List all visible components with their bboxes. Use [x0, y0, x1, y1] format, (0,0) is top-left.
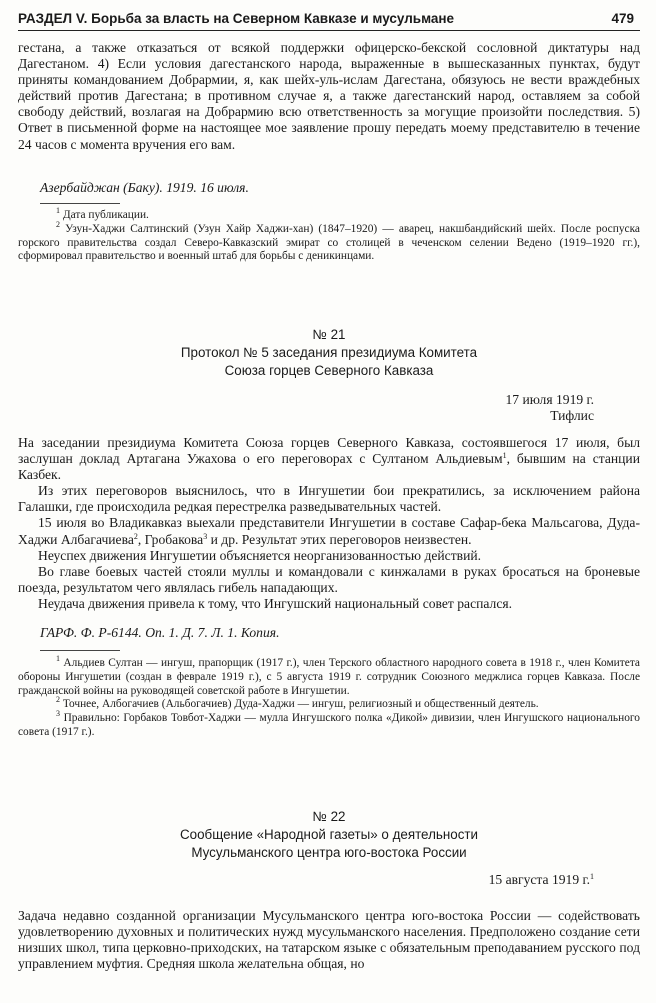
paragraph-text: , бывшим на станции Казбек.: [18, 451, 640, 483]
footnote-ref: 1: [502, 451, 507, 461]
paragraph: Из этих переговоров выяснилось, что в Ингушетии бои прекратились, за исключением района Галашки, где происходила редкая перестрелка разведывательных частей.: [18, 483, 640, 515]
footnote: [18, 654, 640, 698]
paragraph: [18, 435, 640, 483]
doc22-number: № 22: [312, 809, 346, 824]
doc22-heading: [18, 808, 640, 862]
section-title: РАЗДЕЛ V. Борьба за власть на Северном Кавказе и мусульмане: [18, 11, 455, 26]
footnote-mark: 2: [56, 695, 60, 705]
doc22-date-block: [489, 872, 594, 888]
footnote-ref: 2: [133, 531, 138, 541]
paragraph: гестана, а также отказаться от всякой поддержки офицерско-бекской сословной диктатуры над Дагестаном. 4) Если условия дагестанского народа, выраженные в вышесказанных пунктах, будут приняты командованием Добрармии, я, как шейх-уль-ислам Дагестана, обязуюсь не вести враждебных действий против Дагестана; в противном случае я, а также дагестанский народ, оставляем за собой свободу действий, возлагая на Добрармию всю ответственность за могущие произойти последствия. 5) Ответ в письменной форме на настоящее мое заявление прошу передать моему представителю в течение 24 часов с момента вручения его вам.: [18, 40, 640, 152]
page-number: 479: [611, 11, 634, 26]
doc21-body: [18, 435, 640, 612]
doc22-body: [18, 908, 640, 972]
doc21-heading: [18, 326, 640, 380]
footnote: [18, 709, 640, 740]
footnote-mark: 3: [56, 709, 60, 719]
paragraph-text: и др. Результат этих переговоров неизвестен.: [207, 531, 472, 547]
footnote-text: Точнее, Албогачиев (Альбогачиев) Дуда-Хаджи — ингуш, религиозный и общественный деятель.: [62, 698, 539, 711]
doc21-date: 17 июля 1919 г.: [505, 392, 594, 407]
doc21-title-line2: Союза горцев Северного Кавказа: [224, 363, 434, 378]
footnote-ref: 1: [590, 872, 594, 881]
footnote-text: Правильно: Горбаков Товбот-Хаджи — мулла Ингушского полка «Дикой» дивизии, член Ингушского национального совета (1917 г.).: [18, 712, 640, 738]
footnote-mark: 1: [56, 206, 60, 215]
footnote: [18, 219, 640, 264]
doc21-title-line1: Протокол № 5 заседания президиума Комитета: [180, 345, 478, 360]
doc22-title-line2: Мусульманского центра юго-востока России: [191, 845, 467, 860]
continued-text-block: [18, 40, 640, 153]
paragraph: [18, 515, 640, 547]
footnote: [18, 695, 640, 712]
paragraph-text: 15 июля во Владикавказ выехали представители Ингушетии в составе Сафар-бека Мальсагова, Дуда-Хаджи Албагачиева: [18, 515, 640, 547]
paragraph: Неудача движения привела к тому, что Ингушский национальный совет распался.: [38, 595, 513, 611]
paragraph-text: , Гробакова: [137, 531, 204, 547]
paragraph-text: На заседании президиума Комитета Союза горцев Северного Кавказа, состоявшегося 17 июля, был заслушан доклад Артагана Ужахова о его переговорах с Султаном Альдиевым: [18, 435, 640, 467]
doc21-date-block: [505, 392, 594, 424]
footnote-ref: 3: [203, 531, 208, 541]
footnotes-block: [18, 206, 640, 264]
footnote-mark: 1: [56, 654, 60, 663]
paragraph: Во главе боевых частей стояли муллы и командовали с кинжалами в руках бросаться на броневые поезда, результатом чего являлась гибель нападающих.: [18, 563, 640, 595]
footnote-mark: 2: [56, 219, 60, 229]
doc21-number: № 21: [312, 327, 346, 342]
footnote-text: Альдиев Султан — ингуш, прапорщик (1917 г.), член Терского областного народного совета в 1918 г., член Комитета обороны Ингушетии (создан в феврале 1919 г.), с 5 августа 1919 г. сотрудник Союзного меджлиса горцев Кавказа. После гражданской войны на руководящей советской работе в Ингушетии.: [18, 657, 640, 697]
footnote-text: Узун-Хаджи Салтинский (Узун Хайр Хаджи-хан) (1847–1920) — аварец, накшбандийский шейх. После роспуска горского правительства создал Северо-Кавказский эмират со столицей в чеченском селении Ведено (1919–1920 гг.), сформировал правительство и военный штаб для борьбы с деникинцами.: [18, 222, 640, 263]
footnote-separator: [40, 650, 120, 651]
footnote-text: Дата публикации.: [62, 209, 149, 221]
running-header: [18, 8, 640, 31]
doc22-date: 15 августа 1919 г.: [488, 872, 590, 887]
doc21-place: Тифлис: [550, 408, 594, 423]
paragraph: Неуспех движения Ингушетии объясняется неорганизованностью действий.: [38, 547, 482, 563]
paragraph: Задача недавно созданной организации Мусульманского центра юго-востока России — содействовать удовлетворению духовных и политических нужд мусульманского населения. Предположено создание сети низших школ, типа церковно-приходских, на татарском языке с обязательным преподаванием русского под управлением муфтия. Средняя школа желательна общая, но: [18, 908, 640, 972]
doc22-title-line1: Сообщение «Народной газеты» о деятельности: [179, 827, 479, 842]
source-citation: Азербайджан (Баку). 1919. 16 июля.: [40, 180, 249, 195]
footnote-separator: [40, 203, 120, 204]
footnote: [18, 206, 640, 223]
doc21-source: ГАРФ. Ф. Р-6144. Оп. 1. Д. 7. Л. 1. Копия.: [40, 625, 280, 640]
doc21-footnotes: [18, 654, 640, 740]
